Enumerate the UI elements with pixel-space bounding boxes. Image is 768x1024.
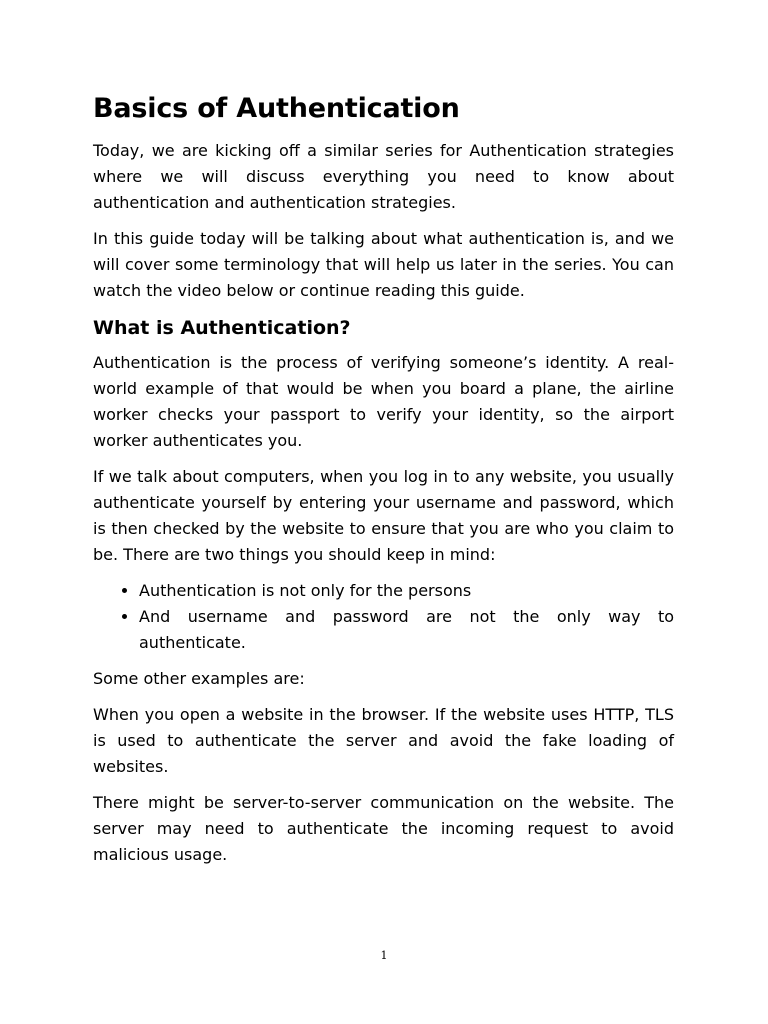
section-paragraph-5: There might be server-to-server communication on the website. The server may need to authenticate the incoming request to avoid malicious usage. [93,793,674,864]
document-page [93,88,674,878]
section-paragraph-1: Authentication is the process of verifying someone’s identity. A real-world example of that would be when you board a plane, the airline worker checks your passport to verify your identity, so the airport worker authenticates you. [93,353,674,450]
page-title: Basics of Authentication [93,93,460,124]
intro-paragraph-1: Today, we are kicking off a similar series for Authentication strategies where we will discuss everything you need to know about authentication and authentication strategies. [93,141,674,212]
bullet-list [93,578,674,656]
section-paragraph-2: If we talk about computers, when you log in to any website, you usually authenticate yourself by entering your username and password, which is then checked by the website to ensure that you are who you claim to be. There are two things you should keep in mind: [93,467,674,564]
section-heading-what-is-authentication: What is Authentication? [93,317,351,339]
list-item: • Authentication is not only for the persons [139,578,674,604]
list-item: • And username and password are not the only way to authenticate. [139,604,674,656]
page-number: 1 [380,949,388,962]
section-paragraph-4: When you open a website in the browser. If the website uses HTTP, TLS is used to authenticate the server and avoid the fake loading of websites. [93,705,674,776]
intro-paragraph-2: In this guide today will be talking about what authentication is, and we will cover some terminology that will help us later in the series. You can watch the video below or continue reading this guide. [93,229,674,300]
section-paragraph-3: Some other examples are: [93,669,305,688]
